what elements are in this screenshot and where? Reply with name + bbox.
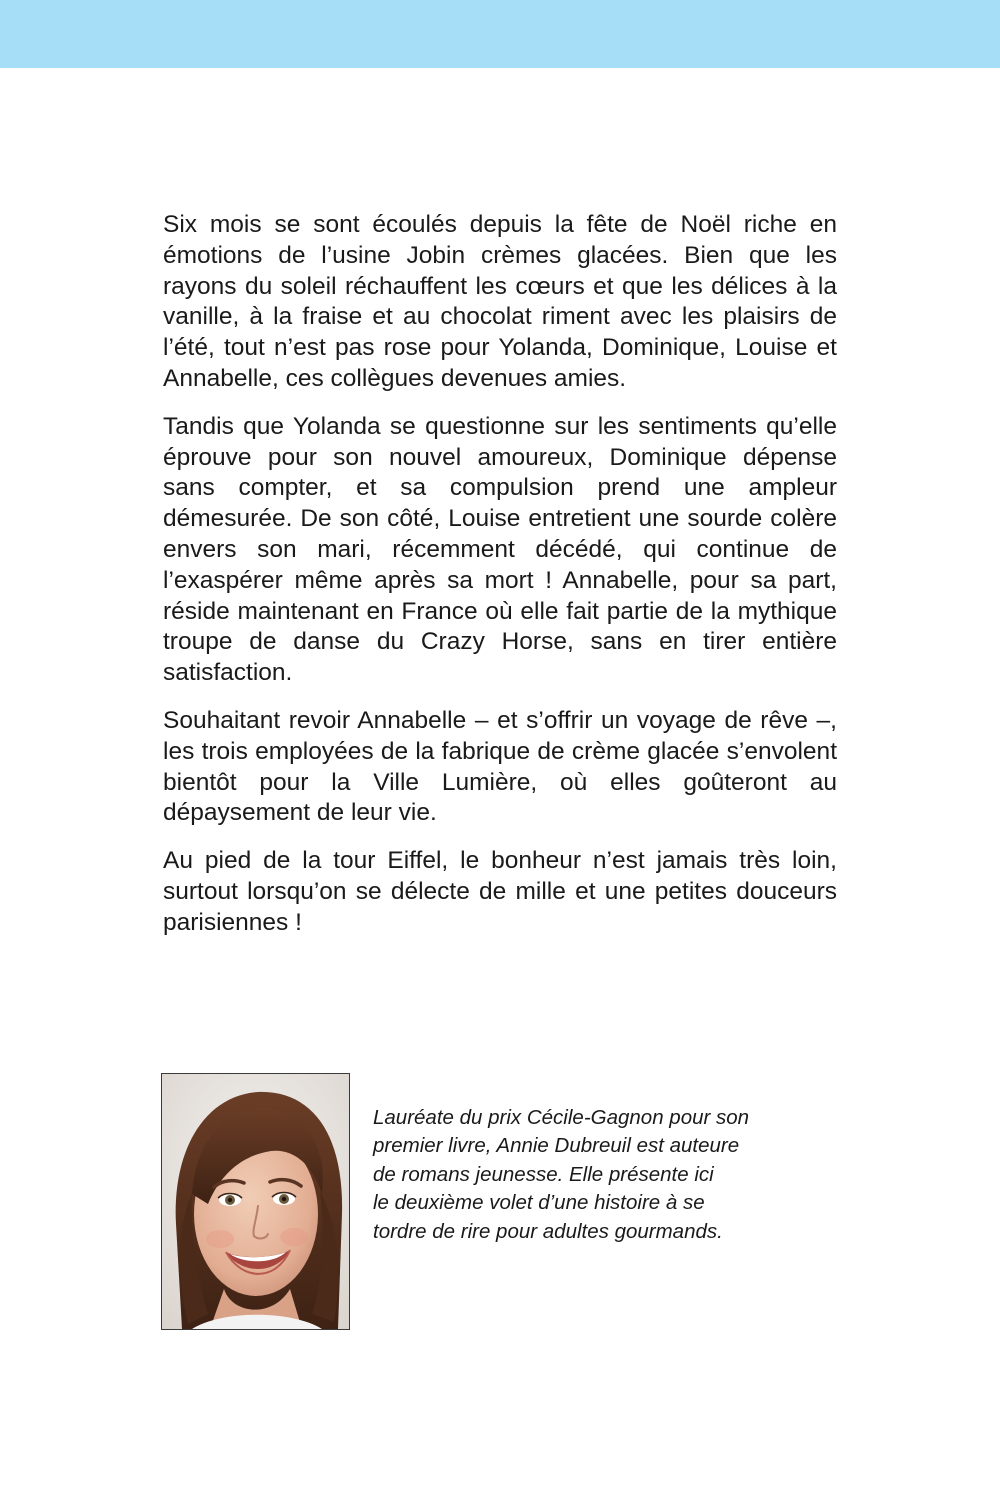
author-portrait-image <box>162 1074 349 1329</box>
blurb-paragraph-1: Six mois se sont écoulés depuis la fête de Noël riche en émotions de l’usine Jobin crèmes glacées. Bien que les rayons du soleil réchauffent les cœurs et que les délices à la vanille, à la fraise et au chocolat riment avec les plaisirs de l’été, tout n’est pas rose pour Yolanda, Dominique, Louise et Annabelle, ces collègues devenues amies. <box>163 211 837 392</box>
back-cover-blurb <box>163 210 837 956</box>
author-photo <box>161 1073 350 1330</box>
author-bio-line-3: de romans jeunesse. Elle présente ici <box>373 1162 714 1186</box>
author-bio-line-1: Lauréate du prix Cécile-Gagnon pour son <box>373 1106 750 1129</box>
blurb-paragraph-4: Au pied de la tour Eiffel, le bonheur n’est jamais très loin, surtout lorsqu’on se délecte de mille et une petites douceurs parisiennes ! <box>163 847 837 936</box>
top-color-band <box>0 0 1000 68</box>
author-bio <box>373 1104 853 1246</box>
blurb-paragraph-3: Souhaitant revoir Annabelle – et s’offrir un voyage de rêve –, les trois employées de la fabrique de crème glacée s’envolent bientôt pour la Ville Lumière, où elles goûteront au dépaysement de leur vie. <box>163 706 837 827</box>
author-bio-line-4: le deuxième volet d’une histoire à se <box>373 1191 705 1215</box>
blurb-paragraph-2: Tandis que Yolanda se questionne sur les sentiments qu’elle éprouve pour son nouvel amoureux, Dominique dépense sans compter, et sa compulsion prend une ampleur démesurée. De son côté, Louise entretient une sourde colère envers son mari, récemment décédé, qui continue de l’exaspérer même après sa mort ! Annabelle, pour sa part, réside maintenant en France où elle fait partie de la mythique troupe de danse du Crazy Horse, sans en tirer entière satisfaction. <box>163 412 837 687</box>
author-bio-line-5: tordre de rire pour adultes gourmands. <box>373 1219 723 1243</box>
author-bio-line-2: premier livre, Annie Dubreuil est auteure <box>373 1134 740 1158</box>
